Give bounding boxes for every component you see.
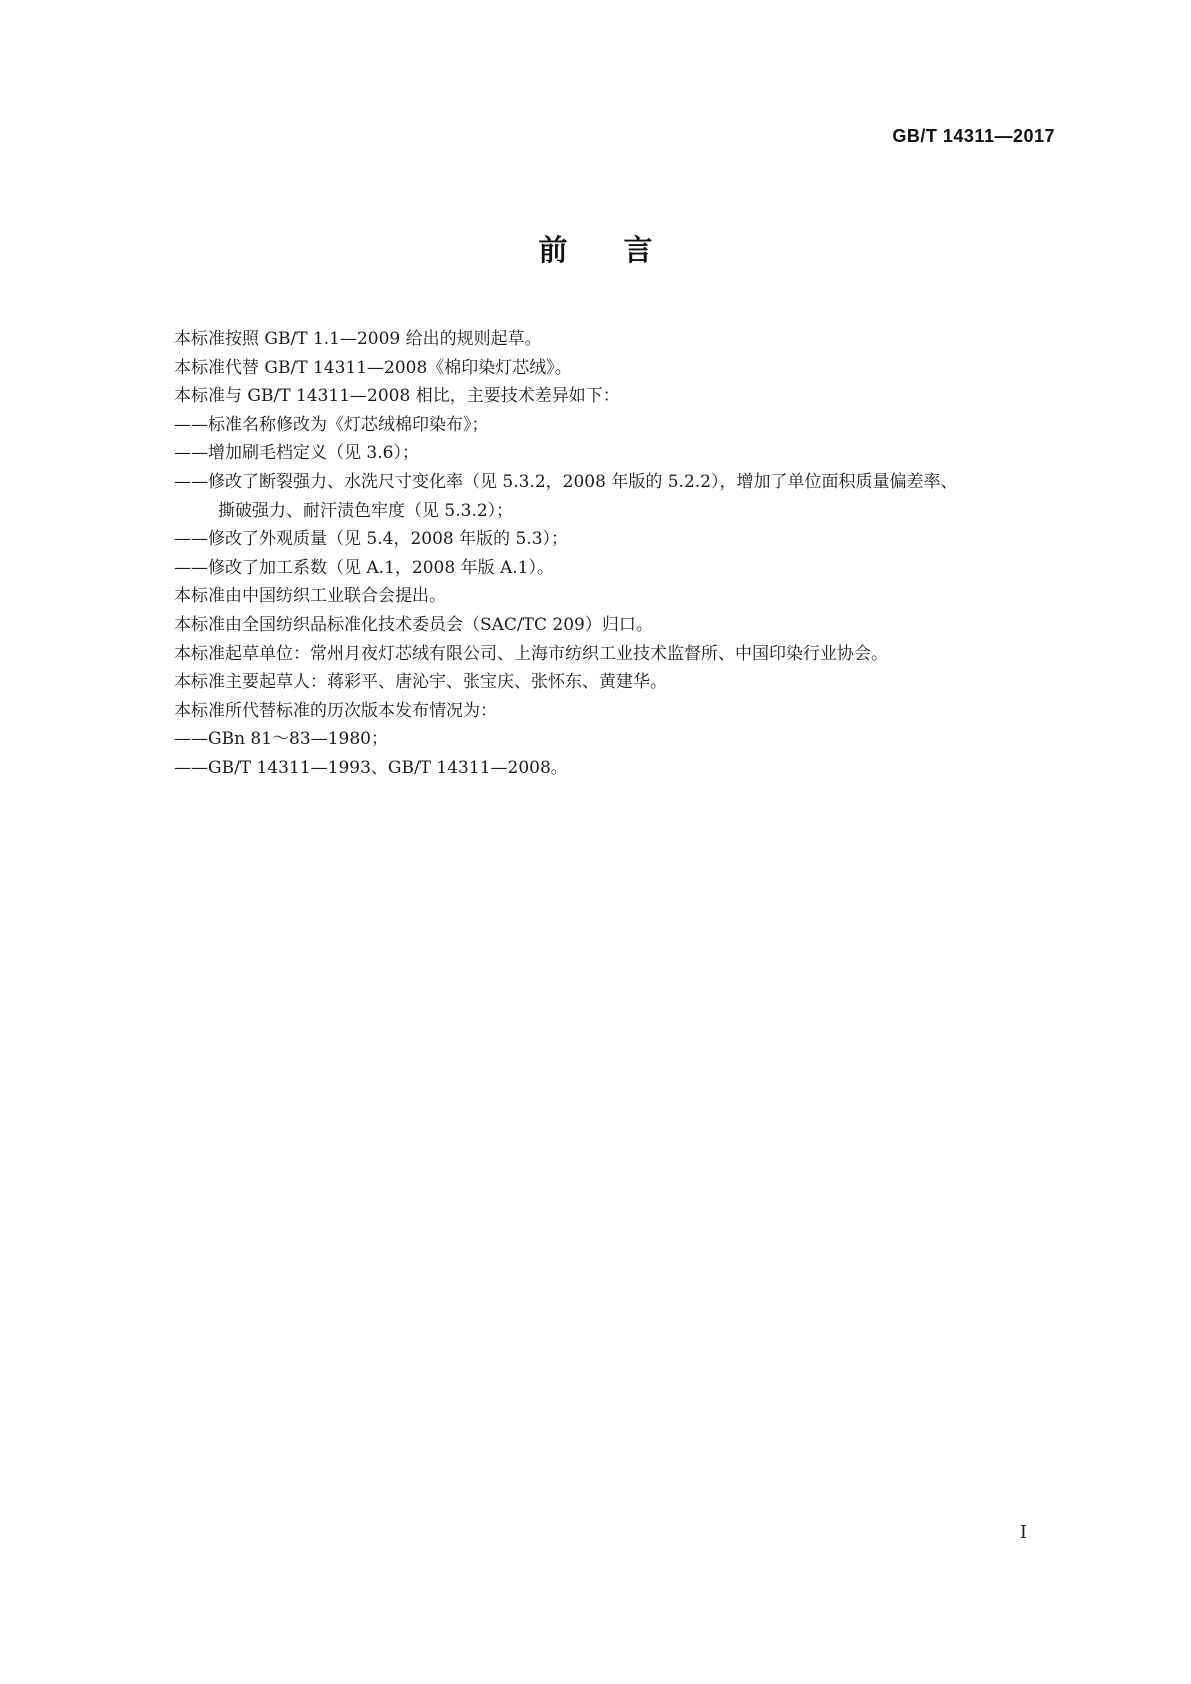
list-item: ——增加刷毛档定义（见 3.6）； [174, 443, 419, 464]
paragraph-differences-intro: 本标准与 GB/T 14311—2008 相比，主要技术差异如下： [174, 386, 620, 407]
paragraph-managed-by: 本标准由全国纺织品标准化技术委员会（SAC/TC 209）归口。 [174, 614, 653, 635]
paragraph-drafting-rules: 本标准按照 GB/T 1.1—2009 给出的规则起草。 [174, 329, 542, 349]
list-item: ——标准名称修改为《灯芯绒棉印染布》； [174, 414, 489, 435]
foreword-body [174, 325, 1074, 783]
paragraph-previous-editions: 本标准所代替标准的历次版本发布情况为： [174, 700, 497, 721]
standard-code: GB/T 14311—2017 [892, 126, 1055, 146]
list-item-continuation: 撕破强力、耐汗渍色牢度（见 5.3.2）； [218, 500, 514, 521]
list-item: ——修改了外观质量（见 5.4，2008 年版的 5.3）； [174, 529, 569, 550]
list-item: ——修改了断裂强力、水洗尺寸变化率（见 5.3.2，2008 年版的 5.2.2），增加了单位面积质量偏差率、 [174, 471, 958, 492]
paragraph-drafters: 本标准主要起草人：蒋彩平、唐沁宇、张宝庆、张怀东、黄建华。 [174, 672, 667, 693]
page-number: I [1019, 1522, 1027, 1543]
paragraph-drafting-units: 本标准起草单位：常州月夜灯芯绒有限公司、上海市纺织工业技术监督所、中国印染行业协会。 [174, 643, 888, 664]
list-item: ——修改了加工系数（见 A.1，2008 年版 A.1）。 [174, 557, 554, 578]
paragraph-replaces: 本标准代替 GB/T 14311—2008《棉印染灯芯绒》。 [174, 357, 572, 378]
list-item: ——GBn 81～83—1980； [174, 729, 388, 750]
paragraph-proposed-by: 本标准由中国纺织工业联合会提出。 [174, 586, 446, 607]
page-title: 前言 [538, 233, 709, 267]
list-item: ——GB/T 14311—1993、GB/T 14311—2008。 [174, 757, 568, 778]
